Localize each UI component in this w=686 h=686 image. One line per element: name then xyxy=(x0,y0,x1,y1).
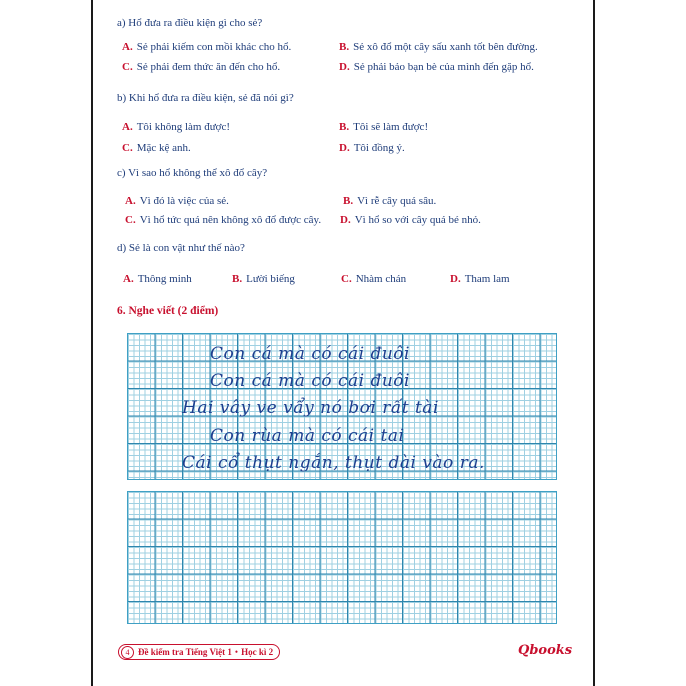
writing-grid-blank[interactable] xyxy=(127,491,557,624)
option-key: D. xyxy=(450,273,461,285)
dictation-line-1: Con cá mà có cái đuôi xyxy=(210,344,410,364)
option-b-B xyxy=(339,121,428,133)
footer-separator: • xyxy=(234,647,239,657)
option-key: A. xyxy=(123,273,134,285)
option-text: Sẻ phải đem thức ăn đến cho hổ. xyxy=(136,61,281,73)
dictation-line-2: Con cá mà có cái đuôi xyxy=(210,371,410,391)
option-a-D xyxy=(339,61,534,73)
option-key: C. xyxy=(122,61,133,73)
dictation-line-3: Hai vây ve vẩy nó bơi rất tài xyxy=(182,398,439,418)
publisher-logo: Qbooks xyxy=(518,643,573,658)
question-c-prompt: c) Vì sao hổ không thể xô đổ cây? xyxy=(117,167,268,179)
footer-title: Đề kiểm tra Tiếng Việt 1 xyxy=(138,647,232,657)
option-key: A. xyxy=(125,195,136,207)
option-key: C. xyxy=(125,214,136,226)
option-a-A xyxy=(122,41,291,53)
option-text: Thông minh xyxy=(137,273,192,285)
option-text: Tôi sẽ làm được! xyxy=(353,121,429,133)
footer-term: Học kì 2 xyxy=(241,647,274,657)
option-key: B. xyxy=(232,273,243,285)
option-key: B. xyxy=(339,41,350,53)
option-a-B xyxy=(339,41,538,53)
option-c-B xyxy=(343,195,436,207)
question-b-prompt: b) Khi hổ đưa ra điều kiện, sẻ đã nói gì? xyxy=(117,92,294,104)
footer-banner xyxy=(118,644,280,660)
option-d-B xyxy=(232,273,295,285)
option-c-D xyxy=(340,214,481,226)
option-key: A. xyxy=(122,41,133,53)
question-a-prompt: a) Hổ đưa ra điều kiện gì cho sẻ? xyxy=(117,17,263,29)
option-key: D. xyxy=(340,214,351,226)
option-text: Nhàm chán xyxy=(355,273,407,285)
section-6-title: 6. Nghe viết (2 điểm) xyxy=(117,305,219,317)
option-text: Tôi đồng ý. xyxy=(353,142,405,154)
right-border xyxy=(593,0,595,686)
option-key: B. xyxy=(339,121,350,133)
option-text: Vì rễ cây quá sâu. xyxy=(357,195,437,207)
option-text: Lười biếng xyxy=(246,273,295,285)
option-text: Vì hổ tức quá nên không xô đổ được cây. xyxy=(139,214,322,226)
option-a-C xyxy=(122,61,280,73)
option-text: Mặc kệ anh. xyxy=(136,142,191,154)
option-c-C xyxy=(125,214,321,226)
option-text: Sẻ xô đổ một cây sấu xanh tốt bên đường. xyxy=(353,41,538,53)
left-border xyxy=(91,0,93,686)
option-text: Tôi không làm được! xyxy=(136,121,231,133)
page-number: 4 xyxy=(121,646,134,659)
option-c-A xyxy=(125,195,229,207)
option-text: Tham lam xyxy=(464,273,510,285)
option-b-A xyxy=(122,121,230,133)
dictation-line-5: Cái cổ thụt ngắn, thụt dài vào ra. xyxy=(182,453,485,473)
option-key: C. xyxy=(341,273,352,285)
question-d-prompt: d) Sẻ là con vật như thế nào? xyxy=(117,242,245,254)
option-key: C. xyxy=(122,142,133,154)
option-key: D. xyxy=(339,61,350,73)
option-d-D xyxy=(450,273,510,285)
dictation-line-4: Con rùa mà có cái tai xyxy=(210,426,405,446)
option-text: Sẻ phải bảo bạn bè của mình đến gặp hổ. xyxy=(353,61,534,73)
option-d-A xyxy=(123,273,192,285)
option-d-C xyxy=(341,273,406,285)
option-key: D. xyxy=(339,142,350,154)
option-text: Sẻ phải kiếm con mồi khác cho hổ. xyxy=(136,41,292,53)
option-text: Vì hổ so với cây quá bé nhỏ. xyxy=(354,214,481,226)
option-key: B. xyxy=(343,195,354,207)
option-b-C xyxy=(122,142,191,154)
option-key: A. xyxy=(122,121,133,133)
option-b-D xyxy=(339,142,405,154)
option-text: Vì đó là việc của sẻ. xyxy=(139,195,229,207)
